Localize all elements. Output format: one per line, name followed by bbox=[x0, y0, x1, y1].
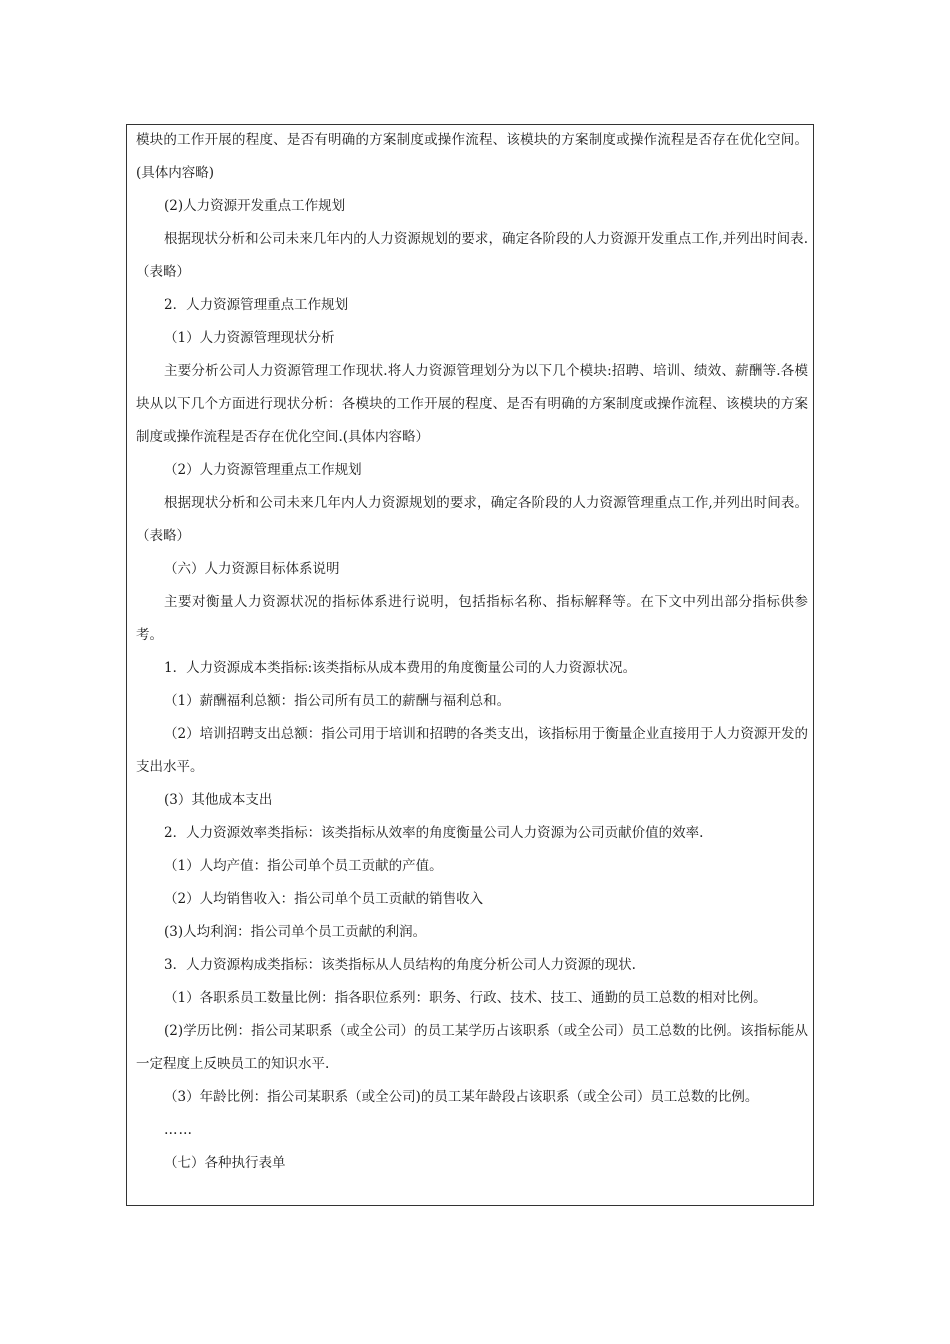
item-profit-per-capita: (3)人均利润：指公司单个员工贡献的利润。 bbox=[164, 924, 427, 940]
heading-hr-target-system: （六）人力资源目标体系说明 bbox=[164, 561, 340, 577]
paragraph-hr-management-timetable: 根据现状分析和公司未来几年内人力资源规划的要求，确定各阶段的人力资源管理重点工作,并列出时间表。（表略） bbox=[136, 495, 808, 544]
document-body bbox=[136, 124, 808, 1180]
heading-cost-indicators: 1．人力资源成本类指标:该类指标从成本费用的角度衡量公司的人力资源状况。 bbox=[164, 660, 637, 676]
item-staff-ratio-by-series: （1）各职系员工数量比例：指各职位系列：职务、行政、技术、技工、通勤的员工总数的相对比例。 bbox=[164, 990, 767, 1006]
heading-hr-management-key-work: （2）人力资源管理重点工作规划 bbox=[164, 462, 362, 478]
paragraph-target-system-description: 主要对衡量人力资源状况的指标体系进行说明，包括指标名称、指标解释等。在下文中列出部分指标供参考。 bbox=[136, 594, 808, 643]
heading-hr-management-plan: 2．人力资源管理重点工作规划 bbox=[164, 297, 349, 313]
item-total-compensation: （1）薪酬福利总额：指公司所有员工的薪酬与福利总和。 bbox=[164, 693, 511, 709]
item-age-ratio: （3）年龄比例：指公司某职系（或全公司)的员工某年龄段占该职系（或全公司）员工总数的比例。 bbox=[164, 1089, 759, 1105]
heading-execution-forms: （七）各种执行表单 bbox=[164, 1155, 286, 1171]
item-education-ratio: (2)学历比例：指公司某职系（或全公司）的员工某学历占该职系（或全公司）员工总数的比例。该指标能从一定程度上反映员工的知识水平. bbox=[136, 1023, 808, 1072]
paragraph-module-optimization: 模块的工作开展的程度、是否有明确的方案制度或操作流程、该模块的方案制度或操作流程是否存在优化空间。(具体内容略) bbox=[136, 132, 808, 181]
item-other-costs: (3）其他成本支出 bbox=[164, 792, 273, 808]
heading-hr-development-plan: (2)人力资源开发重点工作规划 bbox=[164, 198, 346, 214]
paragraph-hr-management-status: 主要分析公司人力资源管理工作现状.将人力资源管理划分为以下几个模块:招聘、培训、绩效、薪酬等.各模块从以下几个方面进行现状分析：各模块的工作开展的程度、是否有明确的方案制度或操作流程、该模块的方案制度或操作流程是否存在优化空间.(具体内容略） bbox=[136, 363, 808, 445]
heading-efficiency-indicators: 2．人力资源效率类指标：该类指标从效率的角度衡量公司人力资源为公司贡献价值的效率. bbox=[164, 825, 704, 841]
heading-hr-management-status: （1）人力资源管理现状分析 bbox=[164, 330, 335, 346]
item-training-recruiting-expense: （2）培训招聘支出总额：指公司用于培训和招聘的各类支出，该指标用于衡量企业直接用于人力资源开发的支出水平。 bbox=[136, 726, 808, 775]
heading-composition-indicators: 3．人力资源构成类指标：该类指标从人员结构的角度分析公司人力资源的现状. bbox=[164, 957, 636, 973]
item-sales-per-capita: （2）人均销售收入：指公司单个员工贡献的销售收入 bbox=[164, 891, 484, 907]
paragraph-hr-development-timetable: 根据现状分析和公司未来几年内的人力资源规划的要求，确定各阶段的人力资源开发重点工作,并列出时间表.（表略） bbox=[136, 231, 808, 280]
item-output-per-capita: （1）人均产值：指公司单个员工贡献的产值。 bbox=[164, 858, 443, 874]
ellipsis: …… bbox=[164, 1122, 193, 1138]
